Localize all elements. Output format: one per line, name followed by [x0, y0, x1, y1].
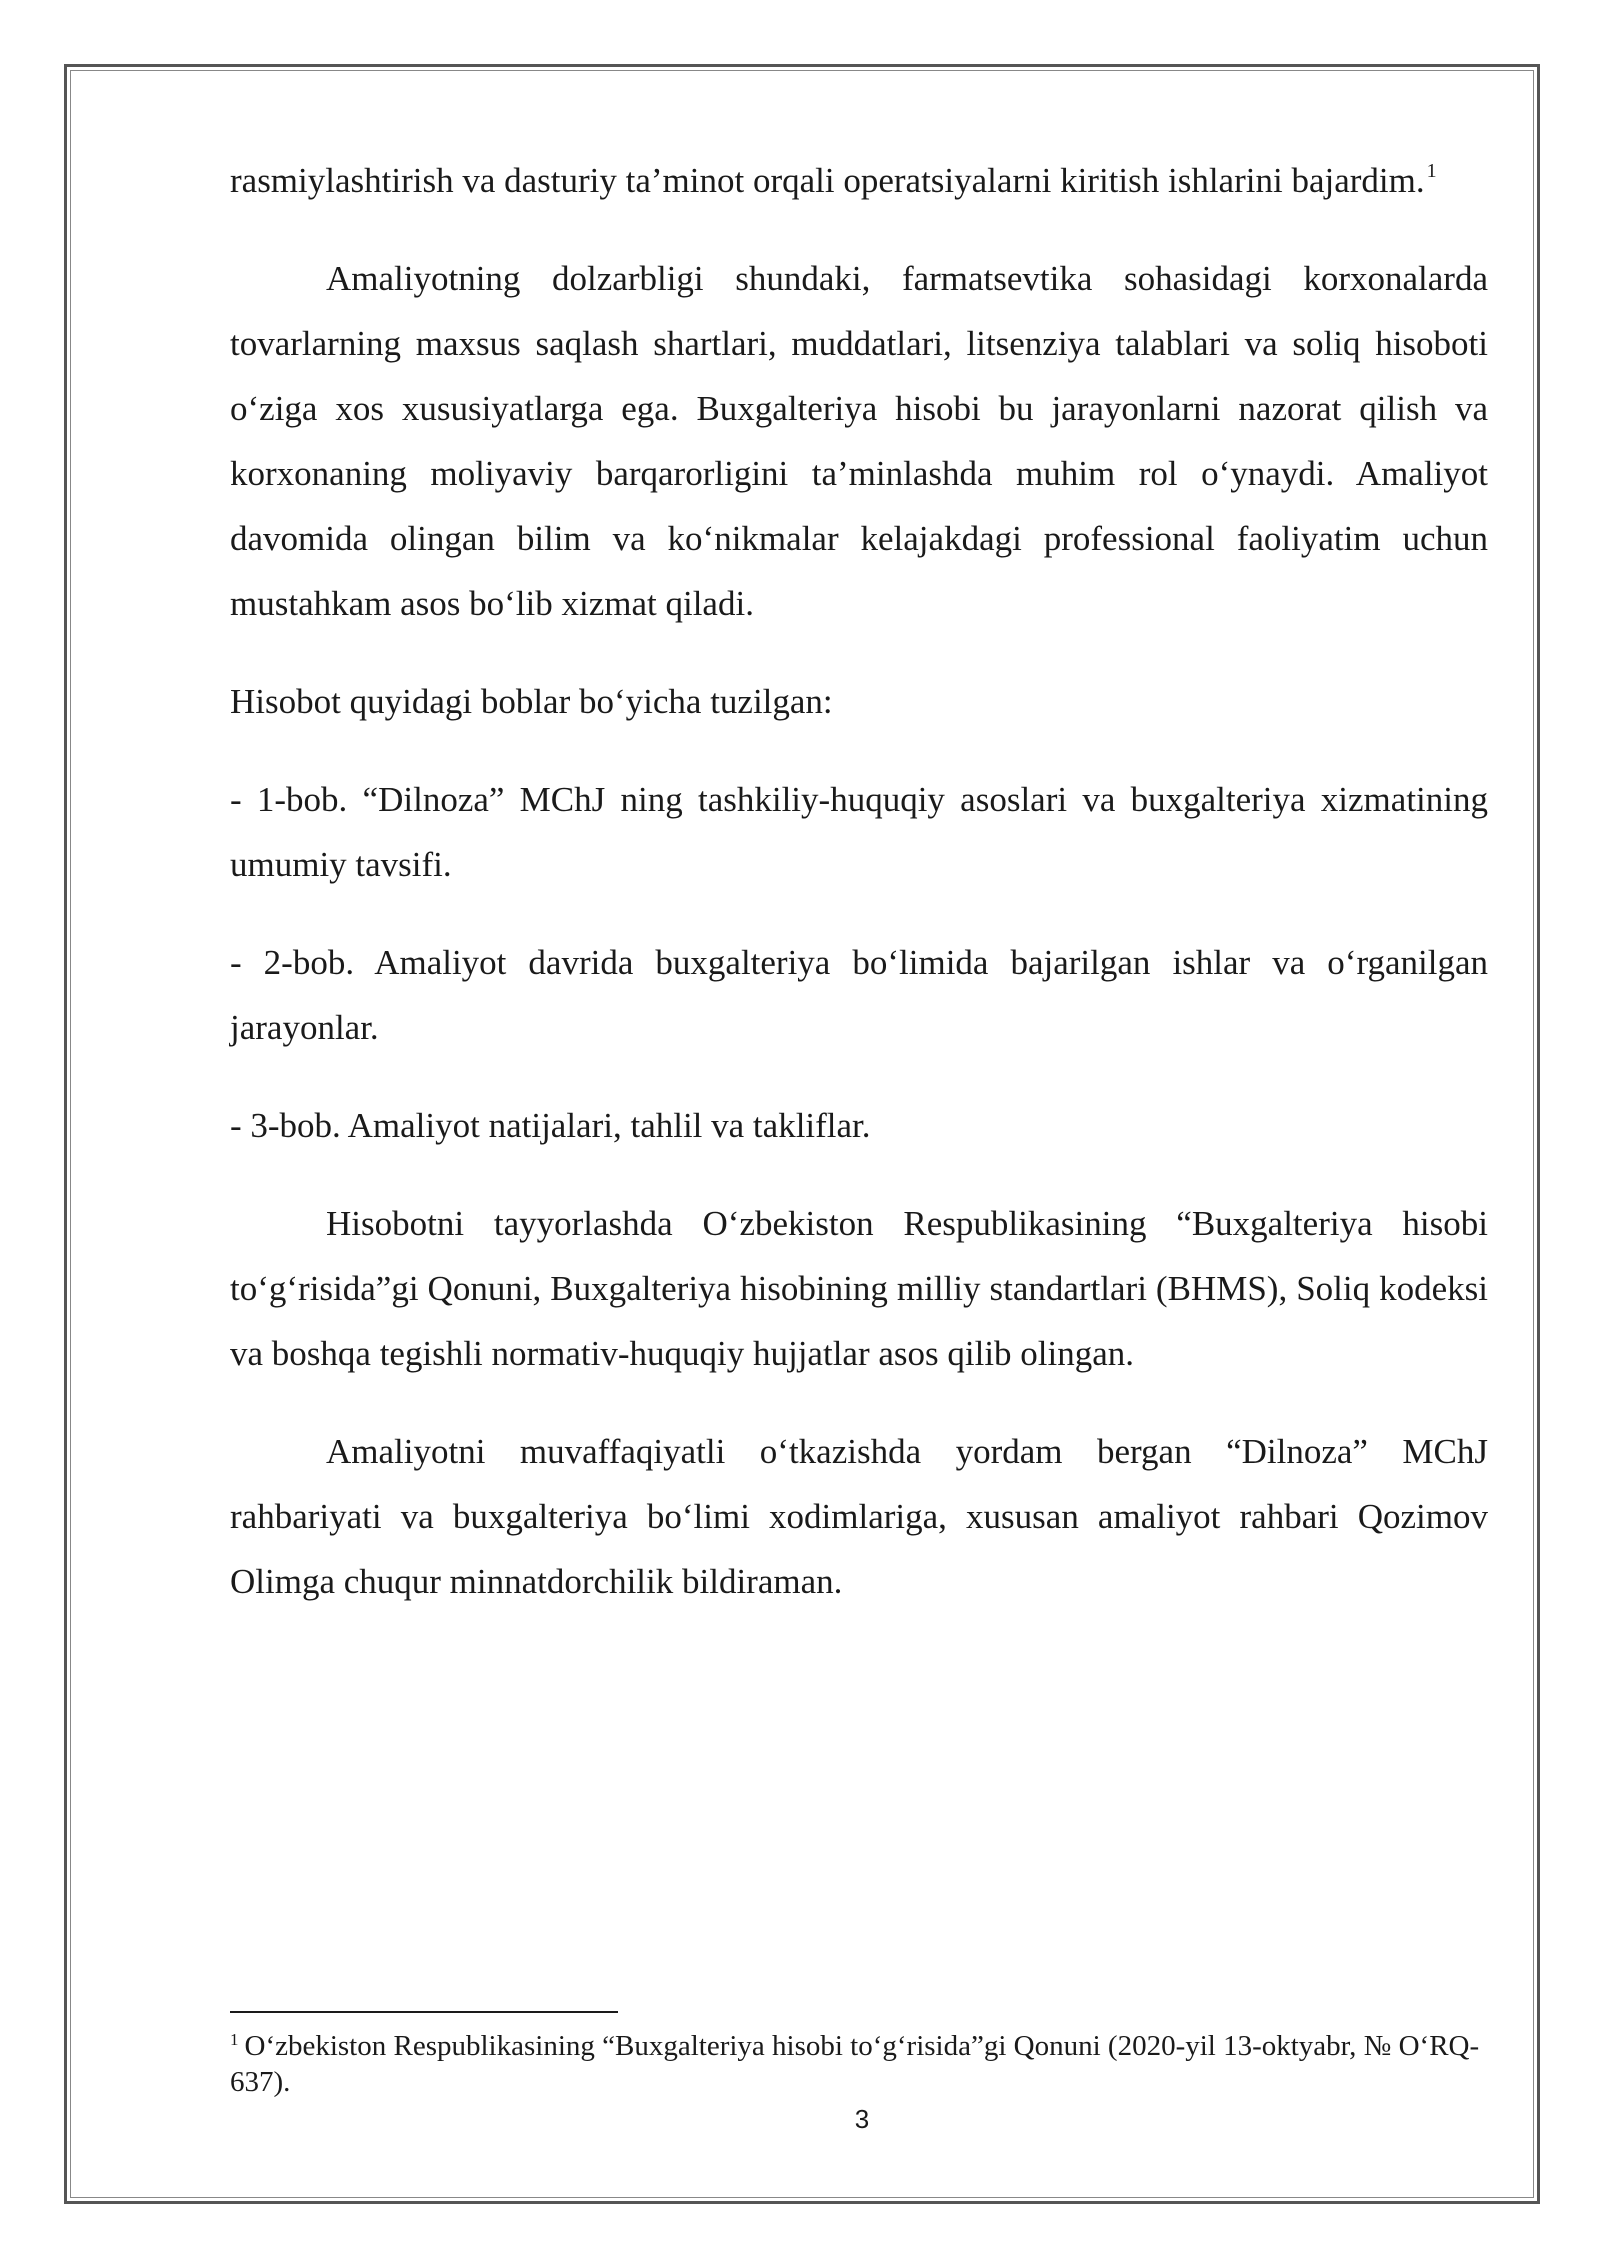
chapter-item-3: - 3-bob. Amaliyot natijalari, tahlil va takliflar.	[230, 1106, 871, 1145]
footnote-text: O‘zbekiston Respublikasining “Buxgalteriya hisobi to‘g‘risida”gi Qonuni (2020-yil 13-oktyabr, № O‘RQ-637).	[230, 2030, 1480, 2098]
footnote	[230, 2028, 1488, 2100]
page-number: 3	[854, 2104, 870, 2134]
paragraph-structure-intro: Hisobot quyidagi boblar bo‘yicha tuzilgan:	[230, 682, 833, 721]
footnote-marker: 1	[230, 2030, 239, 2049]
paragraph-legal-basis: Hisobotni tayyorlashda O‘zbekiston Respublikasining “Buxgalteriya hisobi to‘g‘risida”gi Qonuni, Buxgalteriya hisobining milliy standartlari (BHMS), Soliq kodeksi va boshqa tegishli normativ-huquqiy hujjatlar asos qilib olingan.	[230, 1204, 1488, 1373]
paragraph-acknowledgement: Amaliyotni muvaffaqiyatli o‘tkazishda yordam bergan “Dilnoza” MChJ rahbariyati va buxgalteriya bo‘limi xodimlariga, xususan amaliyot rahbari Qozimov Olimga chuqur minnatdorchilik bildiraman.	[230, 1432, 1488, 1601]
paragraph-continuation	[230, 148, 1488, 213]
paragraph-relevance: Amaliyotning dolzarbligi shundaki, farmatsevtika sohasidagi korxonalarda tovarlarning maxsus saqlash shartlari, muddatlari, litsenziya talablari va soliq hisoboti o‘ziga xos xususiyatlarga ega. Buxgalteriya hisobi bu jarayonlarni nazorat qilish va korxonaning moliyaviy barqarorligini ta’minlashda muhim rol o‘ynaydi. Amaliyot davomida olingan bilim va ko‘nikmalar kelajakdagi professional faoliyatim uchun mustahkam asos bo‘lib xizmat qiladi.	[230, 259, 1488, 623]
footnote-reference[interactable]: 1	[1426, 160, 1437, 182]
chapter-item-1: - 1-bob. “Dilnoza” MChJ ning tashkiliy-huquqiy asoslari va buxgalteriya xizmatining umumiy tavsifi.	[230, 780, 1488, 884]
paragraph-continuation-text: rasmiylashtirish va dasturiy ta’minot orqali operatsiyalarni kiritish ishlarini bajardim.	[230, 161, 1425, 200]
chapter-item-2: - 2-bob. Amaliyot davrida buxgalteriya bo‘limida bajarilgan ishlar va o‘rganilgan jarayonlar.	[230, 943, 1488, 1047]
footnote-separator	[230, 2011, 618, 2013]
document-body	[230, 148, 1488, 1647]
